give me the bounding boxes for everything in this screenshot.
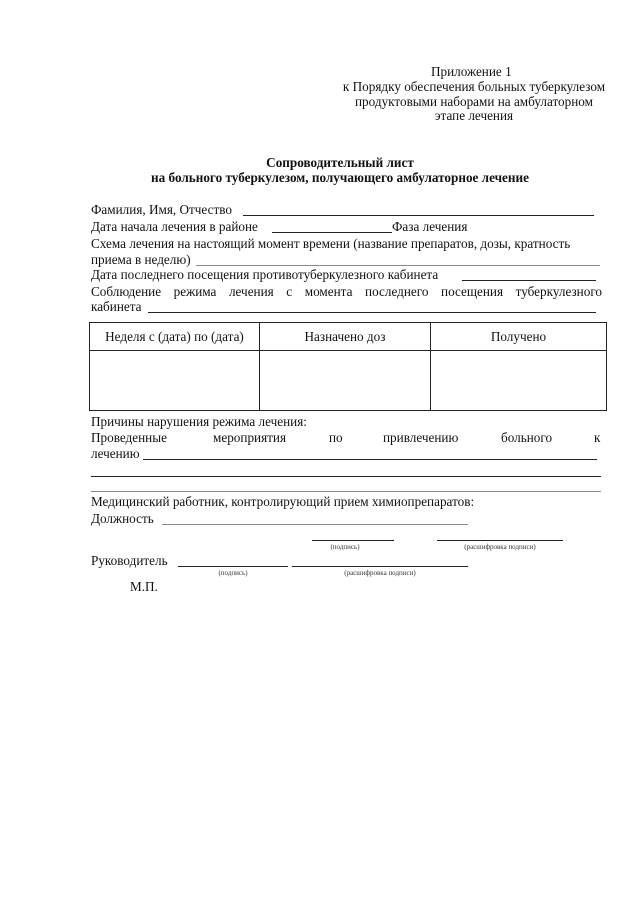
measures-field-extra[interactable] [91,491,601,492]
scheme-label: Схема лечения на настоящий момент времени (название препаратов, дозы, кратность [91,236,571,251]
phase-label: Фаза лечения [392,219,468,234]
full-name-field[interactable] [243,215,594,216]
scheme-label-cont: приема в неделю) [91,252,191,267]
table-row [90,351,607,411]
head-decode-field[interactable] [292,566,468,567]
document-title: Сопроводительный лист [266,155,414,170]
measures-field-extra[interactable] [91,476,601,477]
measures-word: привлечению [383,430,459,445]
start-date-label: Дата начала лечения в районе [91,219,258,234]
worker-decode-caption: (расшифровка подписи) [464,543,536,551]
appendix-line: этапе лечения [434,108,514,123]
document-subtitle: на больного туберкулезом, получающего амбулаторное лечение [151,170,529,185]
table-header-received: Получено [431,323,607,351]
head-label: Руководитель [91,553,168,568]
compliance-label-cont: кабинета [91,299,142,314]
violations-label: Причины нарушения режима лечения: [91,414,307,429]
table-cell-week[interactable] [90,351,260,411]
full-name-label: Фамилия, Имя, Отчество [91,202,232,217]
table-header-prescribed: Назначено доз [260,323,431,351]
appendix-line: к Порядку обеспечения больных туберкулезом [342,79,606,94]
measures-word: мероприятия [213,430,287,445]
measures-word: по [329,430,343,445]
start-date-field[interactable] [272,232,392,233]
stamp-label: М.П. [130,579,158,594]
table-header-week: Неделя с (дата) по (дата) [90,323,260,351]
worker-label: Медицинский работник, контролирующий прием химиопрепаратов: [91,494,475,509]
position-label: Должность [91,511,154,526]
head-decode-caption: (расшифровка подписи) [344,569,416,577]
position-field[interactable] [162,524,468,525]
worker-signature-field[interactable] [312,540,394,541]
table-cell-received[interactable] [431,351,607,411]
measures-word: к [594,430,601,445]
doses-table [89,322,607,411]
table-cell-prescribed[interactable] [260,351,431,411]
measures-word: Проведенные [91,430,167,445]
scheme-field[interactable] [196,265,600,266]
measures-label-cont: лечению [91,446,140,461]
measures-word: больного [501,430,553,445]
measures-field[interactable] [143,459,597,460]
appendix-line: продуктовыми наборами на амбулаторном [355,94,593,109]
worker-signature-caption: (подпись) [330,543,360,551]
last-visit-label: Дата последнего посещения противотуберкулезного кабинета [91,267,439,282]
head-signature-caption: (подпись) [218,569,248,577]
table-header-row [90,323,607,351]
head-signature-field[interactable] [178,566,288,567]
appendix-title: Приложение 1 [431,64,512,79]
compliance-field[interactable] [148,312,596,313]
last-visit-field[interactable] [462,280,596,281]
worker-decode-field[interactable] [437,540,563,541]
compliance-label: Соблюдение режима лечения с момента последнего посещения туберкулезного [91,284,602,299]
